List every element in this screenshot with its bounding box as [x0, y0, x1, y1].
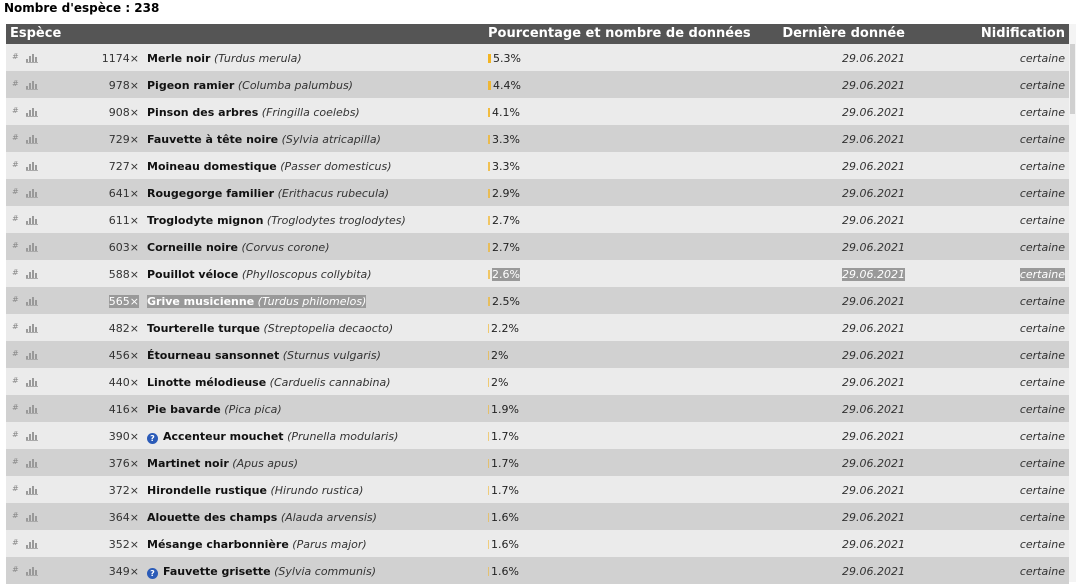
species-name-cell[interactable] — [147, 403, 282, 416]
bar-chart-icon[interactable] — [26, 566, 38, 576]
percentage-bar — [488, 189, 490, 198]
bar-chart-icon[interactable] — [26, 350, 38, 360]
scientific-name: (Apus apus) — [232, 457, 299, 470]
hash-icon[interactable]: # — [12, 457, 19, 466]
last-date: 29.06.2021 — [842, 457, 905, 470]
bar-chart-icon[interactable] — [26, 161, 38, 171]
percentage-cell — [488, 349, 508, 362]
species-name-cell[interactable] — [147, 511, 377, 524]
observation-count: 588× — [108, 268, 139, 281]
observation-count: 978× — [108, 79, 139, 92]
percentage-bar — [488, 270, 490, 279]
percentage-cell — [488, 295, 520, 308]
bar-chart-icon[interactable] — [26, 323, 38, 333]
hash-icon[interactable]: # — [12, 565, 19, 574]
table-row — [6, 44, 1069, 71]
table-row — [6, 314, 1069, 341]
observation-count: 603× — [108, 241, 139, 254]
percentage-bar — [488, 54, 491, 63]
nidification-status: certaine — [1019, 322, 1065, 335]
percentage-cell — [488, 511, 519, 524]
last-date: 29.06.2021 — [842, 295, 905, 308]
hash-icon[interactable]: # — [12, 52, 19, 61]
last-date: 29.06.2021 — [842, 106, 905, 119]
species-name[interactable]: Hirondelle rustique — [147, 484, 267, 497]
info-icon[interactable]: ? — [147, 433, 158, 444]
bar-chart-icon[interactable] — [26, 242, 38, 252]
last-date: 29.06.2021 — [842, 241, 905, 254]
nidification-status: certaine — [1019, 403, 1065, 416]
last-date: 29.06.2021 — [842, 538, 905, 551]
species-name-cell[interactable] — [147, 376, 390, 389]
last-date: 29.06.2021 — [842, 268, 905, 281]
table-row — [6, 179, 1069, 206]
bar-chart-icon[interactable] — [26, 188, 38, 198]
percentage-cell — [488, 457, 519, 470]
hash-icon[interactable]: # — [12, 295, 19, 304]
percentage-value: 2% — [491, 376, 509, 389]
header-pourcentage[interactable]: Pourcentage et nombre de données — [488, 26, 751, 41]
hash-icon[interactable]: # — [12, 160, 19, 169]
percentage-bar — [488, 405, 489, 414]
scientific-name: (Erithacus rubecula) — [277, 187, 390, 200]
observation-count: 390× — [108, 430, 139, 443]
species-name-cell[interactable] — [147, 268, 372, 281]
percentage-cell — [488, 79, 521, 92]
percentage-value: 3.3% — [492, 133, 520, 146]
percentage-cell — [488, 322, 519, 335]
percentage-bar — [488, 108, 490, 117]
scientific-name: (Parus major) — [292, 538, 367, 551]
nidification-status: certaine — [1019, 295, 1065, 308]
bar-chart-icon[interactable] — [26, 80, 38, 90]
percentage-bar — [488, 513, 489, 522]
percentage-value: 4.1% — [492, 106, 520, 119]
table-row — [6, 233, 1069, 260]
species-name-cell[interactable] — [147, 187, 389, 200]
scientific-name: (Passer domesticus) — [280, 160, 392, 173]
percentage-bar — [488, 81, 491, 90]
nidification-status: certaine — [1019, 430, 1065, 443]
percentage-cell — [488, 376, 508, 389]
scientific-name: (Fringilla coelebs) — [261, 106, 360, 119]
scientific-name: (Pica pica) — [224, 403, 282, 416]
percentage-bar — [488, 162, 490, 171]
species-count-label: Nombre d'espèce : 238 — [4, 1, 160, 15]
bar-chart-icon[interactable] — [26, 215, 38, 225]
scrollbar-thumb[interactable] — [1070, 44, 1075, 114]
table-row — [6, 503, 1069, 530]
observation-count: 1174× — [101, 52, 139, 65]
nidification-status: certaine — [1019, 511, 1065, 524]
species-name[interactable]: Mésange charbonnière — [147, 538, 289, 551]
percentage-cell — [488, 106, 520, 119]
percentage-cell — [488, 430, 519, 443]
last-date: 29.06.2021 — [842, 565, 905, 578]
observation-count: 440× — [108, 376, 139, 389]
percentage-value: 2.5% — [492, 295, 520, 308]
species-name-cell[interactable] — [147, 106, 360, 119]
species-name[interactable]: Troglodyte mignon — [147, 214, 264, 227]
table-body — [6, 44, 1069, 584]
species-name[interactable]: Tourterelle turque — [147, 322, 260, 335]
species-name[interactable]: Pie bavarde — [147, 403, 221, 416]
bar-chart-icon[interactable] — [26, 485, 38, 495]
species-name-cell[interactable] — [147, 538, 367, 551]
vertical-scrollbar[interactable] — [1069, 24, 1076, 582]
nidification-status: certaine — [1019, 376, 1065, 389]
percentage-bar — [488, 216, 490, 225]
hash-icon[interactable]: # — [12, 241, 19, 250]
last-date: 29.06.2021 — [842, 484, 905, 497]
table-row — [6, 557, 1069, 584]
species-name[interactable]: Accenteur mouchet — [163, 430, 284, 443]
table-row — [6, 152, 1069, 179]
species-name[interactable]: Merle noir — [147, 52, 211, 65]
observation-count: 611× — [108, 214, 139, 227]
bar-chart-icon[interactable] — [26, 107, 38, 117]
last-date: 29.06.2021 — [842, 430, 905, 443]
table-row — [6, 422, 1069, 449]
bar-chart-icon[interactable] — [26, 377, 38, 387]
nidification-status: certaine — [1019, 349, 1065, 362]
hash-icon[interactable]: # — [12, 79, 19, 88]
species-name-cell[interactable] — [147, 79, 353, 92]
scientific-name: (Corvus corone) — [241, 241, 330, 254]
percentage-bar — [488, 135, 490, 144]
bar-chart-icon[interactable] — [26, 296, 38, 306]
observation-count: 565× — [108, 295, 139, 308]
hash-icon[interactable]: # — [12, 349, 19, 358]
table-row — [6, 206, 1069, 233]
bar-chart-icon[interactable] — [26, 512, 38, 522]
percentage-cell — [488, 187, 520, 200]
bar-chart-icon[interactable] — [26, 134, 38, 144]
hash-icon[interactable]: # — [12, 106, 19, 115]
species-name-cell[interactable] — [147, 322, 393, 335]
percentage-value: 2.2% — [491, 322, 519, 335]
scientific-name: (Sylvia atricapilla) — [281, 133, 381, 146]
nidification-status: certaine — [1019, 538, 1065, 551]
species-name-cell[interactable] — [147, 295, 366, 308]
species-name-cell[interactable] — [147, 160, 392, 173]
header-espece[interactable]: Espèce — [10, 26, 62, 41]
nidification-status: certaine — [1019, 106, 1065, 119]
observation-count: 641× — [108, 187, 139, 200]
percentage-bar — [488, 243, 490, 252]
percentage-value: 2.9% — [492, 187, 520, 200]
percentage-cell — [488, 160, 520, 173]
percentage-cell — [488, 214, 520, 227]
nidification-status: certaine — [1019, 214, 1065, 227]
last-date: 29.06.2021 — [842, 403, 905, 416]
scientific-name: (Troglodytes troglodytes) — [266, 214, 406, 227]
last-date: 29.06.2021 — [842, 349, 905, 362]
species-table — [6, 24, 1069, 584]
percentage-value: 4.4% — [493, 79, 521, 92]
nidification-status: certaine — [1019, 457, 1065, 470]
observation-count: 482× — [108, 322, 139, 335]
scientific-name: (Sylvia communis) — [274, 565, 376, 578]
last-date: 29.06.2021 — [842, 52, 905, 65]
species-name-cell[interactable] — [147, 430, 398, 444]
table-row — [6, 260, 1069, 287]
hash-icon[interactable]: # — [12, 538, 19, 547]
species-name-cell[interactable] — [147, 349, 381, 362]
nidification-status: certaine — [1019, 79, 1065, 92]
scientific-name: (Columba palumbus) — [237, 79, 353, 92]
percentage-value: 2% — [491, 349, 509, 362]
last-date: 29.06.2021 — [842, 376, 905, 389]
percentage-bar — [488, 540, 489, 549]
percentage-cell — [488, 484, 519, 497]
hash-icon[interactable]: # — [12, 268, 19, 277]
table-row — [6, 287, 1069, 314]
scientific-name: (Prunella modularis) — [287, 430, 399, 443]
species-name[interactable]: Pigeon ramier — [147, 79, 235, 92]
observation-count: 416× — [108, 403, 139, 416]
table-row — [6, 395, 1069, 422]
hash-icon[interactable]: # — [12, 187, 19, 196]
species-name[interactable]: Alouette des champs — [147, 511, 278, 524]
info-icon[interactable]: ? — [147, 568, 158, 579]
species-name[interactable]: Rougegorge familier — [147, 187, 275, 200]
percentage-cell — [488, 538, 519, 551]
nidification-status: certaine — [1019, 565, 1065, 578]
observation-count: 908× — [108, 106, 139, 119]
species-name-cell[interactable] — [147, 241, 330, 254]
last-date: 29.06.2021 — [842, 214, 905, 227]
species-name[interactable]: Corneille noire — [147, 241, 238, 254]
last-date: 29.06.2021 — [842, 79, 905, 92]
percentage-cell — [488, 241, 520, 254]
species-name[interactable]: Martinet noir — [147, 457, 229, 470]
bar-chart-icon[interactable] — [26, 53, 38, 63]
percentage-value: 1.6% — [491, 538, 519, 551]
percentage-bar — [488, 324, 489, 333]
species-name-cell[interactable] — [147, 133, 381, 146]
hash-icon[interactable]: # — [12, 511, 19, 520]
percentage-value: 2.7% — [492, 241, 520, 254]
percentage-value: 3.3% — [492, 160, 520, 173]
nidification-status: certaine — [1019, 268, 1065, 281]
percentage-bar — [488, 297, 490, 306]
percentage-value: 5.3% — [493, 52, 521, 65]
scientific-name: (Turdus merula) — [213, 52, 302, 65]
nidification-status: certaine — [1019, 52, 1065, 65]
observation-count: 372× — [108, 484, 139, 497]
percentage-value: 1.6% — [491, 565, 519, 578]
percentage-cell — [488, 565, 519, 578]
percentage-value: 1.7% — [491, 457, 519, 470]
last-date: 29.06.2021 — [842, 133, 905, 146]
header-derniere-donnee[interactable]: Dernière donnée — [782, 26, 905, 41]
species-name[interactable]: Linotte mélodieuse — [147, 376, 267, 389]
table-row — [6, 71, 1069, 98]
table-row — [6, 449, 1069, 476]
hash-icon[interactable]: # — [12, 376, 19, 385]
observation-count: 352× — [108, 538, 139, 551]
last-date: 29.06.2021 — [842, 511, 905, 524]
hash-icon[interactable]: # — [12, 430, 19, 439]
last-date: 29.06.2021 — [842, 322, 905, 335]
scientific-name: (Sturnus vulgaris) — [282, 349, 381, 362]
species-name[interactable]: Fauvette grisette — [163, 565, 271, 578]
species-name-cell[interactable] — [147, 565, 376, 579]
percentage-bar — [488, 486, 489, 495]
hash-icon[interactable]: # — [12, 403, 19, 412]
percentage-bar — [488, 567, 489, 576]
nidification-status: certaine — [1019, 133, 1065, 146]
hash-icon[interactable]: # — [12, 322, 19, 331]
bar-chart-icon[interactable] — [26, 458, 38, 468]
percentage-value: 1.6% — [491, 511, 519, 524]
last-date: 29.06.2021 — [842, 160, 905, 173]
species-name[interactable]: Moineau domestique — [147, 160, 277, 173]
nidification-status: certaine — [1019, 160, 1065, 173]
observation-count: 729× — [108, 133, 139, 146]
scientific-name: (Hirundo rustica) — [270, 484, 364, 497]
nidification-status: certaine — [1019, 187, 1065, 200]
hash-icon[interactable]: # — [12, 133, 19, 142]
percentage-cell — [488, 52, 521, 65]
species-name-cell[interactable] — [147, 52, 302, 65]
hash-icon[interactable]: # — [12, 214, 19, 223]
table-row — [6, 530, 1069, 557]
percentage-bar — [488, 351, 489, 360]
percentage-bar — [488, 378, 489, 387]
species-name[interactable]: Grive musicienne — [147, 295, 255, 308]
observation-count: 364× — [108, 511, 139, 524]
species-name[interactable]: Fauvette à tête noire — [147, 133, 279, 146]
scientific-name: (Phylloscopus collybita) — [241, 268, 372, 281]
percentage-value: 2.6% — [492, 268, 520, 281]
bar-chart-icon[interactable] — [26, 539, 38, 549]
species-name[interactable]: Pinson des arbres — [147, 106, 259, 119]
table-row — [6, 476, 1069, 503]
species-name[interactable]: Étourneau sansonnet — [147, 349, 280, 362]
species-name-cell[interactable] — [147, 457, 298, 470]
table-row — [6, 368, 1069, 395]
nidification-status: certaine — [1019, 484, 1065, 497]
observation-count: 376× — [108, 457, 139, 470]
bar-chart-icon[interactable] — [26, 431, 38, 441]
table-row — [6, 98, 1069, 125]
nidification-status: certaine — [1019, 241, 1065, 254]
percentage-bar — [488, 432, 489, 441]
table-row — [6, 341, 1069, 368]
observation-count: 456× — [108, 349, 139, 362]
species-name[interactable]: Pouillot véloce — [147, 268, 239, 281]
bar-chart-icon[interactable] — [26, 404, 38, 414]
scientific-name: (Streptopelia decaocto) — [263, 322, 394, 335]
bar-chart-icon[interactable] — [26, 269, 38, 279]
table-row — [6, 125, 1069, 152]
percentage-value: 2.7% — [492, 214, 520, 227]
species-name-cell[interactable] — [147, 214, 406, 227]
scientific-name: (Turdus philomelos) — [257, 295, 367, 308]
scientific-name: (Alauda arvensis) — [280, 511, 377, 524]
percentage-value: 1.9% — [491, 403, 519, 416]
last-date: 29.06.2021 — [842, 187, 905, 200]
percentage-value: 1.7% — [491, 430, 519, 443]
percentage-value: 1.7% — [491, 484, 519, 497]
percentage-cell — [488, 403, 519, 416]
percentage-cell — [488, 268, 520, 281]
observation-count: 727× — [108, 160, 139, 173]
percentage-bar — [488, 459, 489, 468]
table-header — [6, 24, 1069, 44]
observation-count: 349× — [108, 565, 139, 578]
scientific-name: (Carduelis cannabina) — [269, 376, 391, 389]
species-name-cell[interactable] — [147, 484, 363, 497]
hash-icon[interactable]: # — [12, 484, 19, 493]
header-nidification[interactable]: Nidification — [980, 26, 1065, 41]
percentage-cell — [488, 133, 520, 146]
